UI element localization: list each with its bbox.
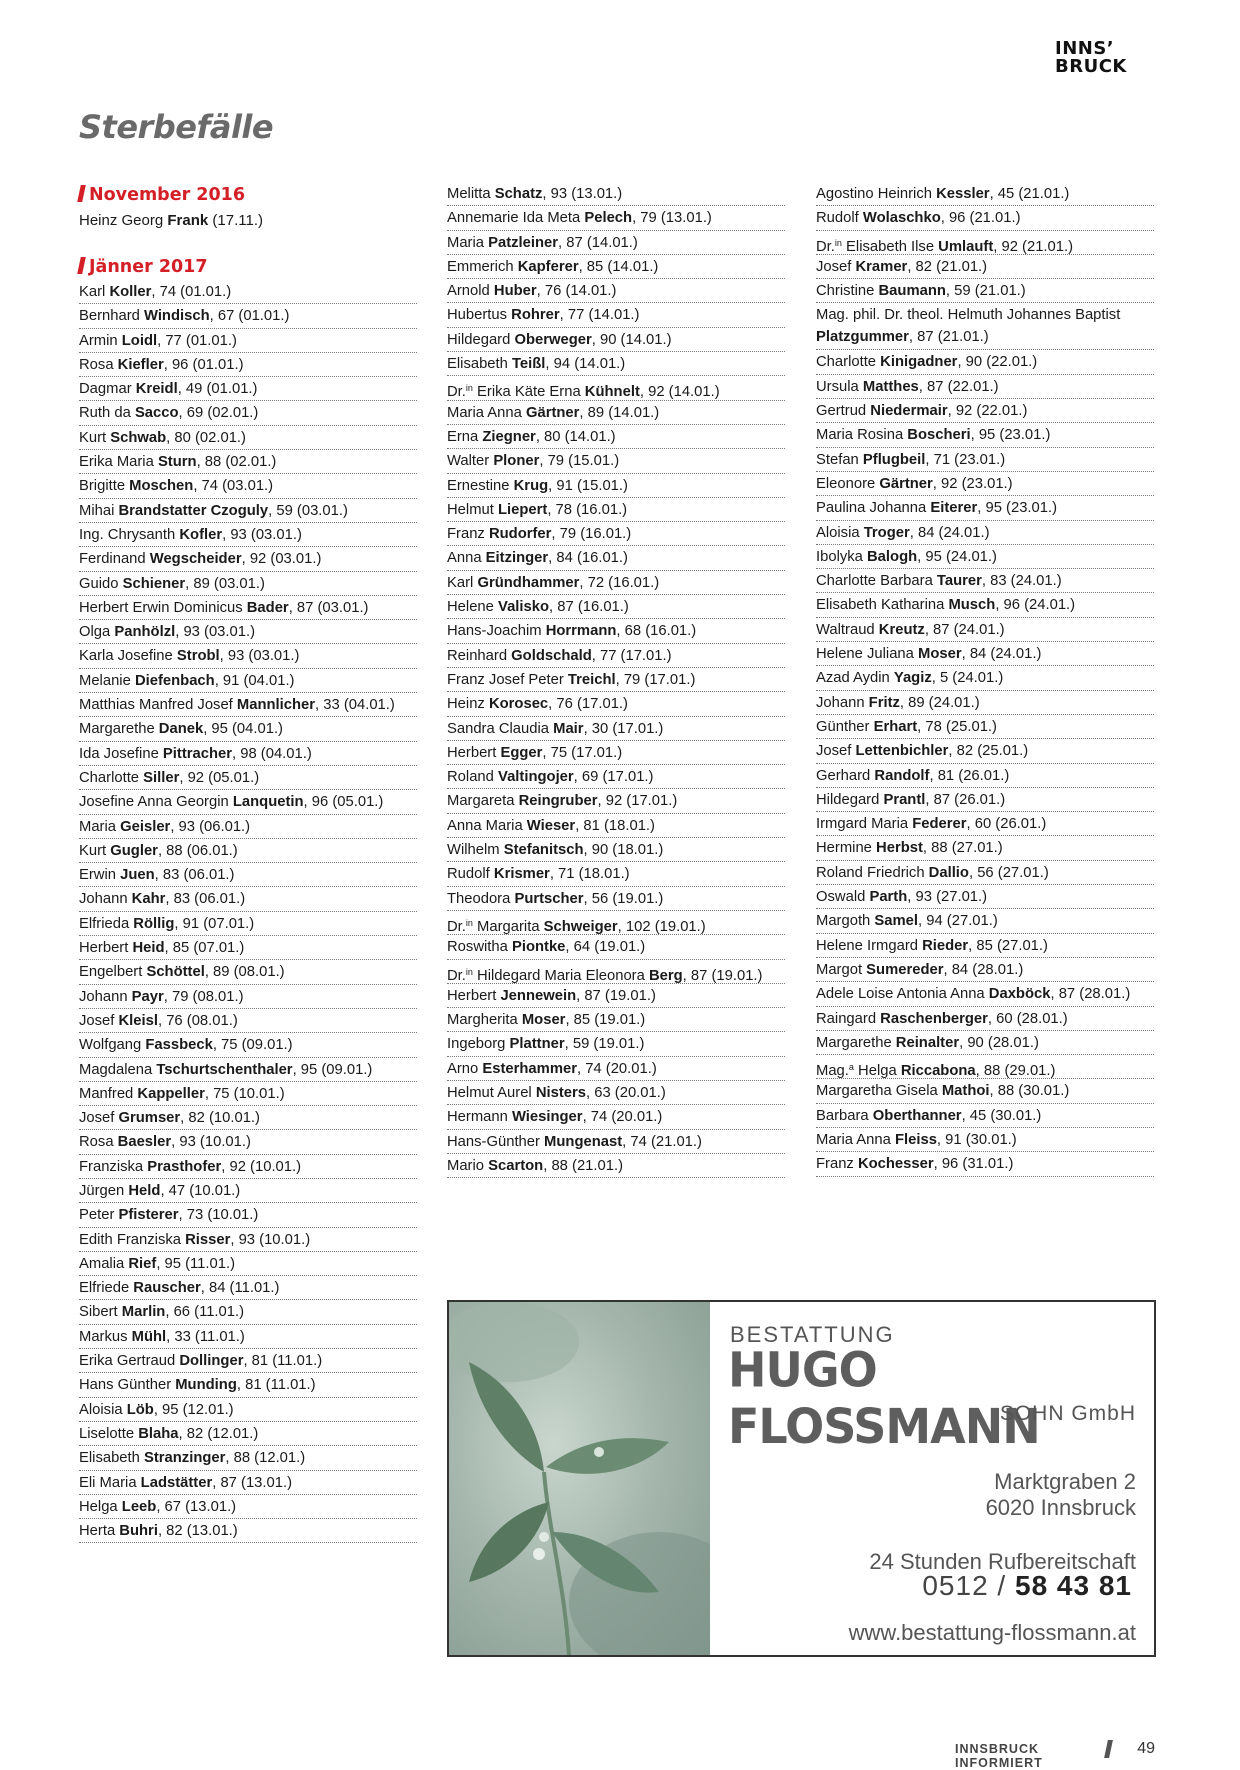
death-entry: Margoth Samel, 94 (27.01.) [816, 909, 1154, 933]
logo-line-1: INNS’ [1055, 38, 1115, 59]
death-entry: Aloisia Löb, 95 (12.01.) [79, 1398, 417, 1422]
death-entry: Stefan Pflugbeil, 71 (23.01.) [816, 448, 1154, 472]
death-entry: Johann Payr, 79 (08.01.) [79, 985, 417, 1009]
death-entry: Helene Juliana Moser, 84 (24.01.) [816, 642, 1154, 666]
death-entry: Ing. Chrysanth Kofler, 93 (03.01.) [79, 523, 417, 547]
death-entry: Johann Kahr, 83 (06.01.) [79, 887, 417, 911]
death-entry: Helene Irmgard Rieder, 85 (27.01.) [816, 934, 1154, 958]
death-entry: Kurt Gugler, 88 (06.01.) [79, 839, 417, 863]
death-entry: Christine Baumann, 59 (21.01.) [816, 279, 1154, 303]
ad-phone: 0512 / 58 43 81 [922, 1570, 1132, 1601]
death-entry: Annemarie Ida Meta Pelech, 79 (13.01.) [447, 206, 785, 230]
section-heading-november: November 2016 [79, 182, 417, 208]
death-entry: Sandra Claudia Mair, 30 (17.01.) [447, 717, 785, 741]
death-entry: Bernhard Windisch, 67 (01.01.) [79, 304, 417, 328]
death-entry: Charlotte Siller, 92 (05.01.) [79, 766, 417, 790]
death-entry: Hildegard Oberweger, 90 (14.01.) [447, 328, 785, 352]
death-entry: Margarethe Danek, 95 (04.01.) [79, 717, 417, 741]
death-entry: Rudolf Krismer, 71 (18.01.) [447, 862, 785, 886]
death-entry: Markus Mühl, 33 (11.01.) [79, 1325, 417, 1349]
death-entry: Josef Lettenbichler, 82 (25.01.) [816, 739, 1154, 763]
column-1 [79, 182, 417, 1543]
ad-brand: HUGO FLOSSMANN [728, 1341, 1040, 1455]
footer-slash-icon [1104, 1740, 1113, 1758]
death-list-column-1 [79, 280, 417, 1543]
death-entry: Herbert Jennewein, 87 (19.01.) [447, 984, 785, 1008]
death-entry: Margareta Reingruber, 92 (17.01.) [447, 789, 785, 813]
death-entry: Herbert Egger, 75 (17.01.) [447, 741, 785, 765]
death-entry: Kurt Schwab, 80 (02.01.) [79, 426, 417, 450]
death-entry: Waltraud Kreutz, 87 (24.01.) [816, 618, 1154, 642]
death-entry: Edith Franziska Risser, 93 (10.01.) [79, 1228, 417, 1252]
death-entry: Engelbert Schöttel, 89 (08.01.) [79, 960, 417, 984]
death-entry: Franz Josef Peter Treichl, 79 (17.01.) [447, 668, 785, 692]
death-entry: Azad Aydin Yagiz, 5 (24.01.) [816, 666, 1154, 690]
ad-kicker: BESTATTUNG [730, 1322, 895, 1347]
death-entry: Josef Grumser, 82 (10.01.) [79, 1106, 417, 1130]
death-entry: Roland Valtingojer, 69 (17.01.) [447, 765, 785, 789]
death-entry: Walter Ploner, 79 (15.01.) [447, 449, 785, 473]
funeral-home-advertisement [447, 1300, 1156, 1657]
death-entry: Matthias Manfred Josef Mannlicher, 33 (04.01.) [79, 693, 417, 717]
ad-website-link[interactable]: www.bestattung-flossmann.at [848, 1620, 1136, 1645]
death-entry: Josef Kramer, 82 (21.01.) [816, 255, 1154, 279]
red-slash-icon [77, 257, 86, 274]
death-entry: Armin Loidl, 77 (01.01.) [79, 329, 417, 353]
death-entry: Ursula Matthes, 87 (22.01.) [816, 375, 1154, 399]
death-entry: Jürgen Held, 47 (10.01.) [79, 1179, 417, 1203]
footer-label: INNSBRUCK INFORMIERT [955, 1742, 1043, 1770]
death-entry: Irmgard Maria Federer, 60 (26.01.) [816, 812, 1154, 836]
death-entry: Liselotte Blaha, 82 (12.01.) [79, 1422, 417, 1446]
november-entry: Heinz Georg Frank (17.11.) [79, 212, 263, 229]
death-entry: Hubertus Rohrer, 77 (14.01.) [447, 303, 785, 327]
death-entry: Raingard Raschenberger, 60 (28.01.) [816, 1007, 1154, 1031]
death-entry: Herbert Heid, 85 (07.01.) [79, 936, 417, 960]
death-entry: Hans-Joachim Horrmann, 68 (16.01.) [447, 619, 785, 643]
red-slash-icon [77, 185, 86, 202]
death-entry: Roswitha Piontke, 64 (19.01.) [447, 935, 785, 959]
ad-street: Marktgraben 2 [994, 1469, 1136, 1494]
death-entry: Ruth da Sacco, 69 (02.01.) [79, 401, 417, 425]
death-entry: Elfrieda Röllig, 91 (07.01.) [79, 912, 417, 936]
death-entry: Helene Valisko, 87 (16.01.) [447, 595, 785, 619]
death-entry: Dr.$^{in}$ Elisabeth Ilse Umlauft, 92 (21.01.) [816, 231, 1154, 255]
death-entry: Maria Patzleiner, 87 (14.01.) [447, 231, 785, 255]
death-entry: Karl Koller, 74 (01.01.) [79, 280, 417, 304]
death-entry: Melanie Diefenbach, 91 (04.01.) [79, 669, 417, 693]
death-entry: Melitta Schatz, 93 (13.01.) [447, 182, 785, 206]
death-entry: Gertrud Niedermair, 92 (22.01.) [816, 399, 1154, 423]
section-heading-january: Jänner 2017 [79, 254, 417, 280]
ad-text-block [710, 1302, 1154, 1655]
death-entry: Amalia Rief, 95 (11.01.) [79, 1252, 417, 1276]
death-entry: Barbara Oberthanner, 45 (30.01.) [816, 1104, 1154, 1128]
death-entry: Reinhard Goldschald, 77 (17.01.) [447, 644, 785, 668]
death-entry: Theodora Purtscher, 56 (19.01.) [447, 887, 785, 911]
death-entry: Dr.$^{in}$ Hildegard Maria Eleonora Berg, 87 (19.01.) [447, 960, 785, 984]
death-entry: Emmerich Kapferer, 85 (14.01.) [447, 255, 785, 279]
ad-company-suffix: SOHN GmbH [999, 1402, 1136, 1425]
death-entry: Mihai Brandstatter Czoguly, 59 (03.01.) [79, 499, 417, 523]
page-number: 49 [1137, 1740, 1155, 1757]
death-entry: Herta Buhri, 82 (13.01.) [79, 1519, 417, 1543]
death-entry: Sibert Marlin, 66 (11.01.) [79, 1300, 417, 1324]
death-entry: Erika Maria Sturn, 88 (02.01.) [79, 450, 417, 474]
death-entry: Arnold Huber, 76 (14.01.) [447, 279, 785, 303]
death-entry: Hermann Wiesinger, 74 (20.01.) [447, 1105, 785, 1129]
death-entry: Hildegard Prantl, 87 (26.01.) [816, 788, 1154, 812]
death-entry: Eleonore Gärtner, 92 (23.01.) [816, 472, 1154, 496]
ad-address [986, 1469, 1136, 1521]
death-list-column-3 [816, 182, 1154, 1177]
death-entry: Helmut Aurel Nisters, 63 (20.01.) [447, 1081, 785, 1105]
death-entry: Herbert Erwin Dominicus Bader, 87 (03.01.) [79, 596, 417, 620]
death-entry: Rosa Baesler, 93 (10.01.) [79, 1130, 417, 1154]
death-entry: Aloisia Troger, 84 (24.01.) [816, 521, 1154, 545]
death-entry: Charlotte Kinigadner, 90 (22.01.) [816, 350, 1154, 374]
death-entry: Olga Panhölzl, 93 (03.01.) [79, 620, 417, 644]
death-entry: Hans-Günther Mungenast, 74 (21.01.) [447, 1130, 785, 1154]
ad-city: 6020 Innsbruck [985, 1495, 1136, 1520]
death-entry: Maria Rosina Boscheri, 95 (23.01.) [816, 423, 1154, 447]
death-entry: Margaretha Gisela Mathoi, 88 (30.01.) [816, 1079, 1154, 1103]
death-entry: Ibolyka Balogh, 95 (24.01.) [816, 545, 1154, 569]
death-entry: Mario Scarton, 88 (21.01.) [447, 1154, 785, 1178]
logo-line-2: BRUCK [1055, 56, 1127, 77]
innsbruck-logo [1055, 40, 1185, 76]
death-entry: Roland Friedrich Dallio, 56 (27.01.) [816, 861, 1154, 885]
death-entry: Gerhard Randolf, 81 (26.01.) [816, 764, 1154, 788]
death-entry: Margot Sumereder, 84 (28.01.) [816, 958, 1154, 982]
death-entry: Franziska Prasthofer, 92 (10.01.) [79, 1155, 417, 1179]
death-entry: Erika Gertraud Dollinger, 81 (11.01.) [79, 1349, 417, 1373]
death-entry: Margarethe Reinalter, 90 (28.01.) [816, 1031, 1154, 1055]
death-entry: Rosa Kiefler, 96 (01.01.) [79, 353, 417, 377]
death-entry: Dr.$^{in}$ Margarita Schweiger, 102 (19.01.) [447, 911, 785, 935]
death-entry: Erwin Juen, 83 (06.01.) [79, 863, 417, 887]
death-entry: Wilhelm Stefanitsch, 90 (18.01.) [447, 838, 785, 862]
death-entry: Brigitte Moschen, 74 (03.01.) [79, 474, 417, 498]
ad-availability: 24 Stunden Rufbereitschaft [869, 1549, 1136, 1574]
death-entry: Elfriede Rauscher, 84 (11.01.) [79, 1276, 417, 1300]
death-entry: Maria Anna Gärtner, 89 (14.01.) [447, 401, 785, 425]
death-entry: Heinz Korosec, 76 (17.01.) [447, 692, 785, 716]
death-entry: Josefine Anna Georgin Lanquetin, 96 (05.01.) [79, 790, 417, 814]
death-entry: Karl Gründhammer, 72 (16.01.) [447, 571, 785, 595]
death-entry: Elisabeth Stranzinger, 88 (12.01.) [79, 1446, 417, 1470]
death-entry: Ingeborg Plattner, 59 (19.01.) [447, 1032, 785, 1056]
death-entry: Wolfgang Fassbeck, 75 (09.01.) [79, 1033, 417, 1057]
death-entry: Mag.$^a$ Helga Riccabona, 88 (29.01.) [816, 1055, 1154, 1079]
column-2 [447, 182, 785, 1178]
death-entry: Dagmar Kreidl, 49 (01.01.) [79, 377, 417, 401]
death-entry: Hans Günther Munding, 81 (11.01.) [79, 1373, 417, 1397]
death-entry: Josef Kleisl, 76 (08.01.) [79, 1009, 417, 1033]
death-entry: Franz Kochesser, 96 (31.01.) [816, 1152, 1154, 1176]
death-entry: Peter Pfisterer, 73 (10.01.) [79, 1203, 417, 1227]
death-entry: Magdalena Tschurtschenthaler, 95 (09.01.) [79, 1058, 417, 1082]
death-entry: Rudolf Wolaschko, 96 (21.01.) [816, 206, 1154, 230]
death-entry: Ferdinand Wegscheider, 92 (03.01.) [79, 547, 417, 571]
death-entry: Elisabeth Teißl, 94 (14.01.) [447, 352, 785, 376]
death-entry: Maria Geisler, 93 (06.01.) [79, 815, 417, 839]
page-title: Sterbefälle [79, 108, 274, 146]
death-entry: Karla Josefine Strobl, 93 (03.01.) [79, 644, 417, 668]
death-entry: Maria Anna Fleiss, 91 (30.01.) [816, 1128, 1154, 1152]
death-entry: Mag. phil. Dr. theol. Helmuth Johannes Baptist Platzgummer, 87 (21.01.) [816, 303, 1154, 350]
death-entry: Paulina Johanna Eiterer, 95 (23.01.) [816, 496, 1154, 520]
death-entry: Eli Maria Ladstätter, 87 (13.01.) [79, 1471, 417, 1495]
death-entry: Ernestine Krug, 91 (15.01.) [447, 474, 785, 498]
death-entry: Johann Fritz, 89 (24.01.) [816, 691, 1154, 715]
leaf-photo [449, 1302, 710, 1655]
death-entry: Agostino Heinrich Kessler, 45 (21.01.) [816, 182, 1154, 206]
column-3 [816, 182, 1154, 1177]
death-entry: Charlotte Barbara Taurer, 83 (24.01.) [816, 569, 1154, 593]
death-entry: Elisabeth Katharina Musch, 96 (24.01.) [816, 593, 1154, 617]
death-entry: Anna Maria Wieser, 81 (18.01.) [447, 814, 785, 838]
death-list-column-2 [447, 182, 785, 1178]
death-entry: Margherita Moser, 85 (19.01.) [447, 1008, 785, 1032]
death-entry: Hermine Herbst, 88 (27.01.) [816, 836, 1154, 860]
death-entry: Oswald Parth, 93 (27.01.) [816, 885, 1154, 909]
death-entry: Manfred Kappeller, 75 (10.01.) [79, 1082, 417, 1106]
death-entry: Erna Ziegner, 80 (14.01.) [447, 425, 785, 449]
death-entry: Ida Josefine Pittracher, 98 (04.01.) [79, 742, 417, 766]
page-footer [955, 1740, 1155, 1770]
death-entry: Dr.$^{in}$ Erika Käte Erna Kühnelt, 92 (14.01.) [447, 376, 785, 400]
death-entry: Günther Erhart, 78 (25.01.) [816, 715, 1154, 739]
death-entry: Helga Leeb, 67 (13.01.) [79, 1495, 417, 1519]
death-entry: Anna Eitzinger, 84 (16.01.) [447, 546, 785, 570]
death-entry: Adele Loise Antonia Anna Daxböck, 87 (28.01.) [816, 982, 1154, 1006]
death-entry: Franz Rudorfer, 79 (16.01.) [447, 522, 785, 546]
death-entry: Helmut Liepert, 78 (16.01.) [447, 498, 785, 522]
death-entry: Guido Schiener, 89 (03.01.) [79, 572, 417, 596]
death-entry: Arno Esterhammer, 74 (20.01.) [447, 1057, 785, 1081]
